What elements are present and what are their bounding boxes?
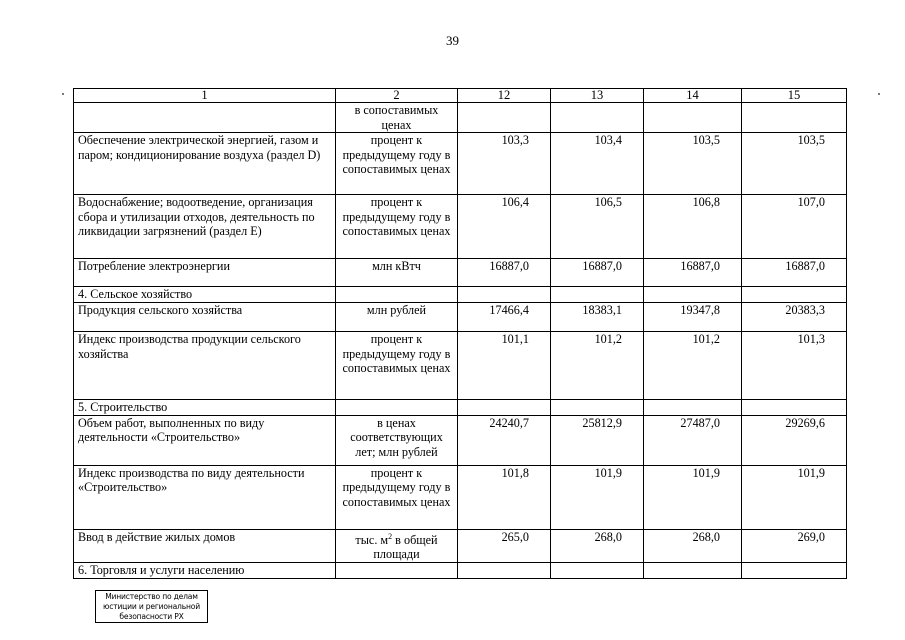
value-cell: 24240,7 [458,415,551,465]
empty-cell [551,563,644,579]
stamp-line: безопасности РХ [119,612,184,621]
value-cell: 101,2 [551,332,644,400]
unit-cell: млн рублей [336,303,458,332]
empty-cell [336,400,458,416]
empty-cell [551,287,644,303]
table-row [74,259,847,287]
indicator-name-cell: Индекс производства по виду деятельности «Строительство» [74,465,336,529]
value-cell: 106,4 [458,195,551,259]
value-cell: 16887,0 [458,259,551,287]
empty-cell [644,563,742,579]
unit-cell: в сопоставимых ценах [336,103,458,133]
indicator-name-cell: Объем работ, выполненных по виду деятельности «Строительство» [74,415,336,465]
value-cell: 16887,0 [551,259,644,287]
unit-cell: в ценах соответствующих лет; млн рублей [336,415,458,465]
value-cell: 20383,3 [742,303,847,332]
indicator-name-cell: Водоснабжение; водоотведение, организация сбора и утилизации отходов, деятельность по ликвидации загрязнений (раздел E) [74,195,336,259]
value-cell: 27487,0 [644,415,742,465]
value-cell: 268,0 [551,529,644,562]
value-cell: 265,0 [458,529,551,562]
value-cell: 101,2 [644,332,742,400]
table-row [74,195,847,259]
value-cell: 106,5 [551,195,644,259]
indicator-name-cell: Ввод в действие жилых домов [74,529,336,562]
indicator-name-cell: Продукция сельского хозяйства [74,303,336,332]
empty-cell [742,287,847,303]
unit-cell: процент к предыдущему году в сопоставимых ценах [336,133,458,195]
empty-cell [644,400,742,416]
stamp-line: юстиции и региональной [103,602,200,611]
empty-cell [458,287,551,303]
value-cell: 17466,4 [458,303,551,332]
table-row [74,332,847,400]
table-row [74,465,847,529]
stamp-line: Министерство по делам [105,592,198,601]
value-cell [644,103,742,133]
value-cell: 103,5 [644,133,742,195]
value-cell: 16887,0 [742,259,847,287]
value-cell: 103,3 [458,133,551,195]
table-row [74,415,847,465]
section-row [74,287,847,303]
value-cell: 103,5 [742,133,847,195]
unit-cell: млн кВтч [336,259,458,287]
unit-text: тыс. м [355,532,389,547]
column-header: 2 [336,89,458,103]
empty-cell [742,400,847,416]
value-cell: 268,0 [644,529,742,562]
unit-cell: процент к предыдущему году в сопоставимых ценах [336,465,458,529]
section-row [74,400,847,416]
table-body [74,103,847,579]
header-row [74,89,847,103]
value-cell: 19347,8 [644,303,742,332]
column-header: 14 [644,89,742,103]
value-cell: 269,0 [742,529,847,562]
indicators-table [73,88,847,579]
section-title-cell: 5. Строительство [74,400,336,416]
value-cell: 101,8 [458,465,551,529]
empty-cell [336,287,458,303]
value-cell: 16887,0 [644,259,742,287]
table-row [74,133,847,195]
value-cell: 101,9 [742,465,847,529]
indicator-name-cell: Обеспечение электрической энергией, газом и паром; кондиционирование воздуха (раздел D) [74,133,336,195]
value-cell: 25812,9 [551,415,644,465]
table-row [74,529,847,562]
value-cell: 101,3 [742,332,847,400]
section-row [74,563,847,579]
value-cell: 101,9 [551,465,644,529]
page-number: 39 [446,33,459,48]
indicators-table-container [73,88,846,579]
unit-superscript: 2 [388,531,393,541]
value-cell: 107,0 [742,195,847,259]
table-row [74,103,847,133]
value-cell: 103,4 [551,133,644,195]
column-header: 13 [551,89,644,103]
value-cell: 101,9 [644,465,742,529]
scan-dot [62,93,64,95]
indicator-name-cell [74,103,336,133]
unit-cell [336,529,458,562]
indicator-name-cell: Потребление электроэнергии [74,259,336,287]
table-row [74,303,847,332]
column-header: 15 [742,89,847,103]
empty-cell [742,563,847,579]
indicator-name-cell: Индекс производства продукции сельского хозяйства [74,332,336,400]
unit-text: в общей площади [373,532,438,562]
unit-cell: процент к предыдущему году в сопоставимых ценах [336,332,458,400]
ministry-stamp [95,590,208,623]
value-cell: 106,8 [644,195,742,259]
empty-cell [551,400,644,416]
unit-cell: процент к предыдущему году в сопоставимых ценах [336,195,458,259]
empty-cell [644,287,742,303]
value-cell [742,103,847,133]
value-cell [458,103,551,133]
value-cell: 29269,6 [742,415,847,465]
section-title-cell: 6. Торговля и услуги населению [74,563,336,579]
value-cell [551,103,644,133]
empty-cell [336,563,458,579]
value-cell: 101,1 [458,332,551,400]
scan-dot [878,93,880,95]
column-header: 12 [458,89,551,103]
value-cell: 18383,1 [551,303,644,332]
empty-cell [458,563,551,579]
column-header: 1 [74,89,336,103]
empty-cell [458,400,551,416]
section-title-cell: 4. Сельское хозяйство [74,287,336,303]
